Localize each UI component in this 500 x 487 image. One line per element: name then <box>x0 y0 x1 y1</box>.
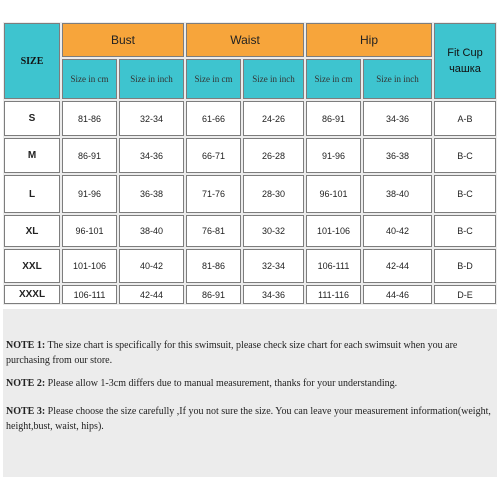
sub-header-inch: Size in inch <box>119 59 184 99</box>
size-label: XL <box>4 215 60 247</box>
note-1-text: The size chart is specifically for this swimsuit, please check size chart for each swimsuit when you are purchasing from our store. <box>6 340 458 366</box>
fit-cup-header-line: Fit Cup <box>447 47 483 59</box>
table-cell: 26-28 <box>243 138 304 173</box>
header-hip: Hip <box>306 23 432 57</box>
table-cell: 91-96 <box>62 175 117 213</box>
table-cell: 34-36 <box>363 101 432 136</box>
table-cell: 36-38 <box>119 175 184 213</box>
table-cell: 28-30 <box>243 175 304 213</box>
table-cell: 86-91 <box>62 138 117 173</box>
cup-cell: A-B <box>434 101 496 136</box>
sub-header-inch: Size in inch <box>243 59 304 99</box>
note-2 <box>6 376 494 391</box>
cup-cell: B-C <box>434 215 496 247</box>
table-cell: 101-106 <box>62 249 117 283</box>
table-cell: 36-38 <box>363 138 432 173</box>
note-2-text: Please allow 1-3cm differs due to manual measurement, thanks for your understanding. <box>45 378 398 389</box>
sub-header-cm: Size in cm <box>62 59 117 99</box>
cup-cell: B-D <box>434 249 496 283</box>
size-label: L <box>4 175 60 213</box>
cup-cell: B-C <box>434 138 496 173</box>
size-header: SIZE <box>4 23 60 99</box>
size-label: M <box>4 138 60 173</box>
table-cell: 38-40 <box>363 175 432 213</box>
note-1-label: NOTE 1: <box>6 340 46 351</box>
table-cell: 96-101 <box>306 175 361 213</box>
table-cell: 111-116 <box>306 285 361 304</box>
sub-header-inch: Size in inch <box>363 59 432 99</box>
header-waist: Waist <box>186 23 304 57</box>
table-cell: 81-86 <box>62 101 117 136</box>
sub-header-cm: Size in cm <box>186 59 241 99</box>
size-label: XXL <box>4 249 60 283</box>
cup-cell: D-E <box>434 285 496 304</box>
table-cell: 66-71 <box>186 138 241 173</box>
note-3-text: Please choose the size carefully ,If you not sure the size. You can leave your measurement information(weight, height,bust, waist, hips). <box>6 406 491 432</box>
size-label: XXXL <box>4 285 60 304</box>
cup-cell: B-C <box>434 175 496 213</box>
table-cell: 40-42 <box>119 249 184 283</box>
table-cell: 86-91 <box>186 285 241 304</box>
table-cell: 96-101 <box>62 215 117 247</box>
size-label: S <box>4 101 60 136</box>
table-cell: 101-106 <box>306 215 361 247</box>
table-cell: 42-44 <box>119 285 184 304</box>
note-2-label: NOTE 2: <box>6 378 46 389</box>
fit-cup-header <box>434 23 496 99</box>
note-3 <box>6 404 494 434</box>
table-cell: 44-46 <box>363 285 432 304</box>
table-cell: 86-91 <box>306 101 361 136</box>
table-cell: 81-86 <box>186 249 241 283</box>
note-3-label: NOTE 3: <box>6 406 46 417</box>
size-chart-table <box>3 22 497 305</box>
table-cell: 71-76 <box>186 175 241 213</box>
table-cell: 34-36 <box>119 138 184 173</box>
notes-panel <box>3 309 497 477</box>
note-1 <box>6 338 494 368</box>
table-cell: 40-42 <box>363 215 432 247</box>
table-cell: 34-36 <box>243 285 304 304</box>
table-cell: 32-34 <box>119 101 184 136</box>
table-cell: 106-111 <box>62 285 117 304</box>
fit-cup-header-line: чашка <box>449 63 481 75</box>
header-bust: Bust <box>62 23 184 57</box>
table-cell: 76-81 <box>186 215 241 247</box>
sub-header-cm: Size in cm <box>306 59 361 99</box>
table-cell: 61-66 <box>186 101 241 136</box>
table-cell: 42-44 <box>363 249 432 283</box>
table-cell: 106-111 <box>306 249 361 283</box>
table-cell: 38-40 <box>119 215 184 247</box>
table-cell: 30-32 <box>243 215 304 247</box>
table-cell: 24-26 <box>243 101 304 136</box>
table-cell: 91-96 <box>306 138 361 173</box>
table-cell: 32-34 <box>243 249 304 283</box>
